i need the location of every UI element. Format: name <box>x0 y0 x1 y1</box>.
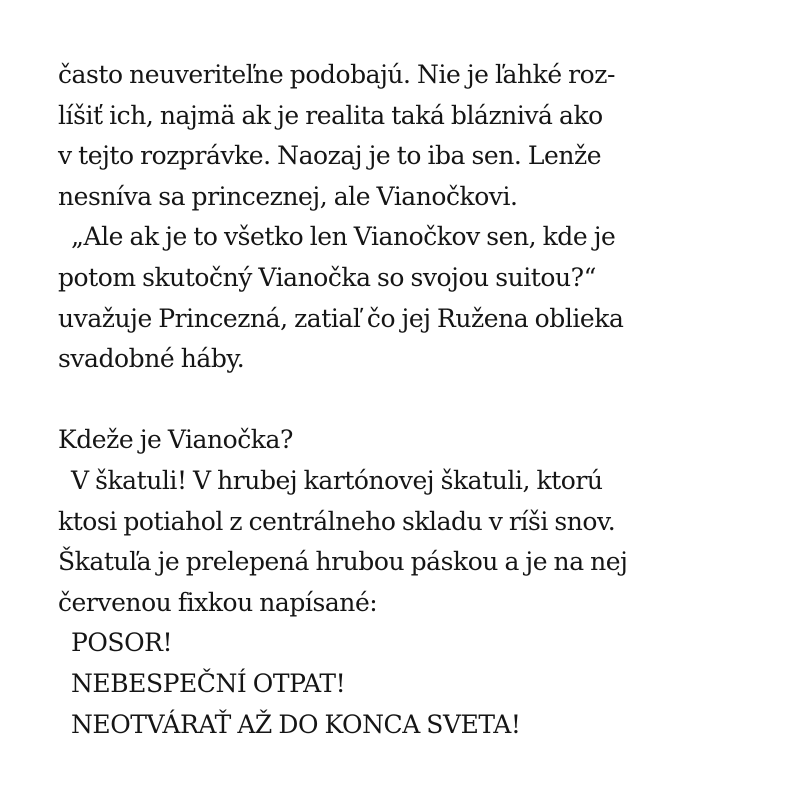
text-line: potom skutočný Vianočka so svojou suitou?“ <box>58 262 596 292</box>
text-line: často neuveriteľne podobajú. Nie je ľahké roz- <box>58 60 616 89</box>
text-line: červenou fixkou napísané: <box>58 587 378 617</box>
paragraph-princess-question <box>58 217 778 379</box>
text-line: V škatuli! V hrubej kartónovej škatuli, ktorú <box>58 465 603 495</box>
text-line: uvažuje Princezná, zatiaľ čo jej Ružena oblieka <box>58 303 624 333</box>
text-line: svadobné háby. <box>58 344 245 374</box>
document-page <box>58 55 778 745</box>
text-line: ktosi potiahol z centrálneho skladu v ríši snov. <box>58 506 616 536</box>
text-line: „Ale ak je to všetko len Vianočkov sen, kde je <box>58 222 616 252</box>
paragraph-where-question <box>58 420 778 461</box>
box-warning-label <box>58 623 778 745</box>
text-line: nesníva sa princeznej, ale Vianočkovi. <box>58 181 518 211</box>
warning-line: NEBESPEČNÍ OTPAT! <box>58 668 346 698</box>
warning-line: NEOTVÁRAŤ AŽ DO KONCA SVETA! <box>58 709 521 739</box>
text-line: v tejto rozprávke. Naozaj je to iba sen. Lenže <box>58 141 602 171</box>
paragraph-gap <box>58 380 778 421</box>
paragraph-dream-intro <box>58 55 778 217</box>
text-line: líšiť ich, najmä ak je realita taká bláznivá ako <box>58 100 603 130</box>
text-line: Škatuľa je prelepená hrubou páskou a je na nej <box>58 547 628 577</box>
text-line: Kdeže je Vianočka? <box>58 425 293 455</box>
paragraph-box-description <box>58 461 778 623</box>
warning-line: POSOR! <box>58 628 173 658</box>
